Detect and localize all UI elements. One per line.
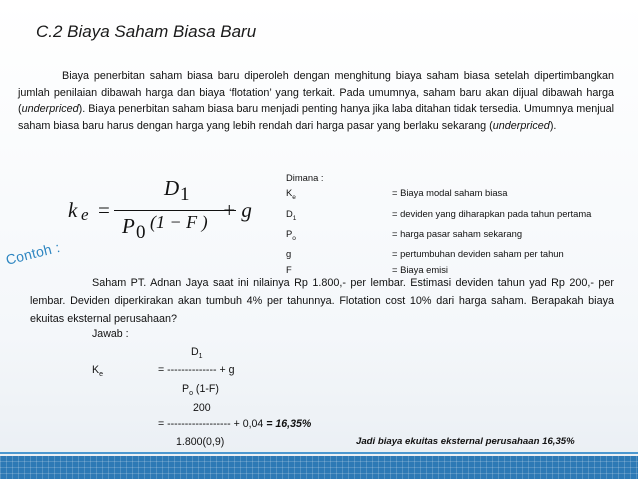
formula-k: k — [68, 198, 78, 222]
calc-200: 200 — [193, 402, 211, 414]
legend-row: $P_o$ = harga pasar saham sekarang — [286, 227, 523, 242]
footer-band — [0, 456, 638, 479]
formula-numerator-sub: 1 — [180, 184, 190, 205]
formula-den-rest: (1 − F ) — [150, 212, 208, 232]
formula-numerator: D — [164, 176, 180, 200]
example-paragraph: Saham PT. Adnan Jaya saat ini nilainya Rp 1.800,- per lembar. Estimasi deviden tahun yad Rp 200,- per lembar. Deviden diperkirakan akan tumbuh 4% per tahunnya. Flotation cost 10% dari harga saham. Berapakah biaya ekuitas eksternal perusahaan? — [30, 277, 614, 325]
slide-title: C.2 Biaya Saham Biasa Baru — [36, 22, 257, 41]
calc-eq2: = ------------------ + 0,04 = 16,35% — [158, 418, 312, 430]
legend-heading: Dimana : — [286, 172, 324, 183]
formula-plus-g: + g — [222, 198, 252, 222]
footer-rule — [0, 452, 638, 454]
formula-equals: = — [98, 198, 110, 222]
conclusion: Jadi biaya ekuitas eksternal perusahaan 16,35% — [356, 436, 575, 447]
calc-po: $P_o$ (1-F) — [182, 383, 219, 398]
example-label: Contoh : — [4, 238, 62, 268]
formula-k-sub: e — [81, 205, 89, 224]
answer-heading: Jawab : — [92, 328, 129, 340]
calc-ke: $K_e$ — [92, 364, 103, 379]
cost-formula — [68, 174, 268, 244]
calc-1800: 1.800(0,9) — [176, 436, 225, 448]
intro-paragraph: Biaya penerbitan saham biasa baru diperoleh dengan menghitung biaya saham biasa setelah dipertimbangkan jumlah penilaian dibawah harga dan biaya ‘flotation’ yang terkait. Pada umumnya, saham baru akan dijual dibawah harga (underpriced). Biaya penerbitan saham biasa baru menjadi penting hanya jika laba ditahan tidak tersedia. Umumnya menjual saham biasa baru harus dengan harga yang lebih rendah dari harga pasar yang berlaku sekarang (underpriced). — [18, 70, 615, 132]
calc-d1: $D_1$ — [191, 346, 203, 361]
legend-row: g = pertumbuhan deviden saham per tahun — [286, 248, 564, 260]
legend-row: F = Biaya emisi — [286, 263, 449, 275]
variable-legend — [286, 170, 591, 277]
legend-row: $K_e$ = Biaya modal saham biasa — [286, 187, 508, 202]
formula-den-p: P — [122, 214, 135, 238]
formula-den-sub: 0 — [136, 222, 146, 243]
legend-row: $D_1$ = deviden yang diharapkan pada tahun pertama — [286, 207, 592, 222]
calc-eq1: = -------------- + g — [158, 364, 235, 376]
